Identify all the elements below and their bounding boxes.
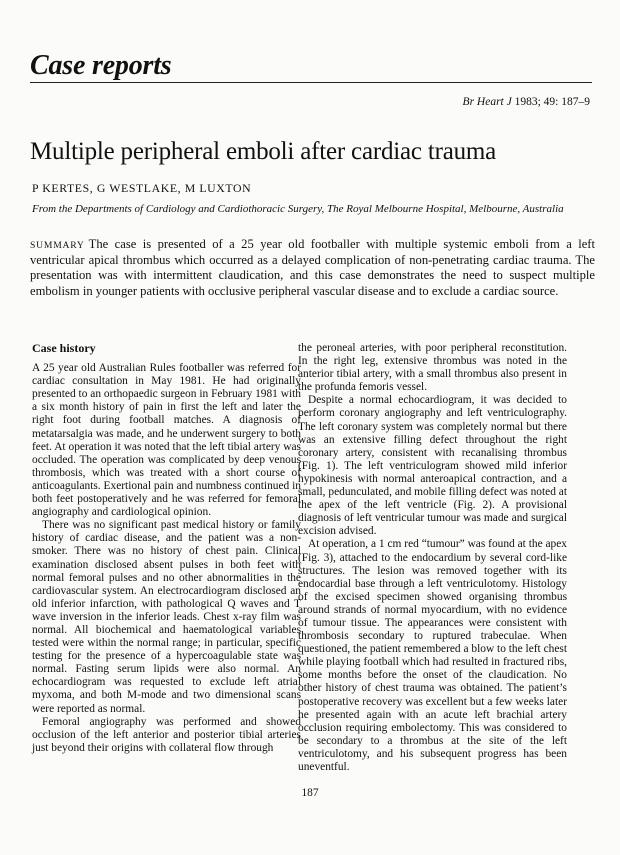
- citation-details: 1983; 49: 187–9: [511, 96, 590, 108]
- author-list: P KERTES, G WESTLAKE, M LUXTON: [32, 181, 252, 195]
- right-column: [298, 342, 567, 774]
- header-rule: [30, 82, 592, 83]
- body-paragraph: Femoral angiography was performed and showed occlusion of the left anterior and posterior tibial arteries just beyond their origins with collateral flow through: [32, 715, 301, 754]
- page-number: 187: [301, 787, 319, 799]
- body-paragraph: Despite a normal echocardiogram, it was decided to perform coronary angiography and left ventriculography. The left coronary system was completely normal but there was an extensive filling defect throughout the right coronary artery, consistent with recanalising thrombus (Fig. 1). The left ventriculogram showed mild inferior hypokinesis with normal anteroapical contraction, and a small, pedunculated, and mobile filling defect was noted at the apex of the left ventricle (Fig. 2). A provisional diagnosis of left ventricular tumour was made and surgical excision advised.: [298, 394, 567, 538]
- section-label: Case reports: [30, 50, 172, 81]
- left-column: [32, 342, 301, 755]
- body-paragraph: At operation, a 1 cm red “tumour” was found at the apex (Fig. 3), attached to the endocardium by several cord-like structures. The lesion was removed together with its endocardial base through a left ventriculotomy. Histology of the excised specimen showed organising thrombus around strands of normal myocardium, with no evidence of tumour tissue. The appearances were consistent with thrombosis secondary to ruptured trabeculae. When questioned, the patient remembered a blow to the left chest while playing football which had resulted in fractured ribs, some months before the onset of the claudication. No other history of chest trauma was obtained. The patient’s postoperative recovery was excellent but a few weeks later he presented again with an acute left brachial artery occlusion requiring embolectomy. This was considered to be secondary to a thrombus at the site of the left ventriculotomy, and his subsequent progress has been uneventful.: [298, 538, 567, 773]
- body-paragraph: There was no significant past medical history or family history of cardiac disease, and the patient was a non-smoker. There was no history of chest pain. Clinical examination disclosed absent pulses in both feet with normal femoral pulses and no other abnormalities in the cardiovascular system. An electrocardiogram disclosed an old inferior infarction, with pathological Q waves and T wave inversion in the inferior leads. Chest x-ray film was normal. All biochemical and haematological variables tested were within the normal range; in particular, specific testing for the presence of a hypercoagulable state was normal. Fasting serum lipids were also normal. An echocardiogram was requested to exclude left atrial myxoma, and both M-mode and two dimensional scans were reported as normal.: [32, 519, 301, 715]
- abstract: [30, 237, 595, 299]
- body-paragraph: A 25 year old Australian Rules footballer was referred for cardiac consultation in May 1981. He had originally presented to an orthopaedic surgeon in February 1981 with a six month history of pain in first the left and later the right foot during football matches. A diagnosis of metatarsalgia was made, and he underwent surgery to both feet. At operation it was noted that the left tibial artery was occluded. The operation was complicated by deep venous thrombosis, which was treated with a short course of anticoagulants. Exertional pain and numbness continued in both feet postoperatively and he was referred for femoral angiography and cardiological opinion.: [32, 362, 301, 519]
- section-heading: Case history: [32, 341, 96, 355]
- abstract-label: SUMMARY: [30, 240, 85, 251]
- author-affiliation: From the Departments of Cardiology and Cardiothoracic Surgery, The Royal Melbourne Hospital, Melbourne, Australia: [32, 203, 564, 215]
- body-paragraph: the peroneal arteries, with poor peripheral reconstitution. In the right leg, extensive thrombus was noted in the anterior tibial artery, with a small thrombus also present in the profunda femoris vessel.: [298, 342, 567, 394]
- citation-journal: Br Heart J: [462, 96, 512, 108]
- journal-citation: [463, 96, 590, 108]
- abstract-text: The case is presented of a 25 year old footballer with multiple systemic emboli from a left ventricular apical thrombus which occurred as a delayed complication of non-penetrating cardiac trauma. The presentation was with intermittent claudication, and this case demonstrates the need to suspect multiple embolism in younger patients with occlusive peripheral vascular disease and to exclude a cardiac source.: [30, 237, 595, 298]
- article-title: Multiple peripheral emboli after cardiac trauma: [30, 138, 497, 165]
